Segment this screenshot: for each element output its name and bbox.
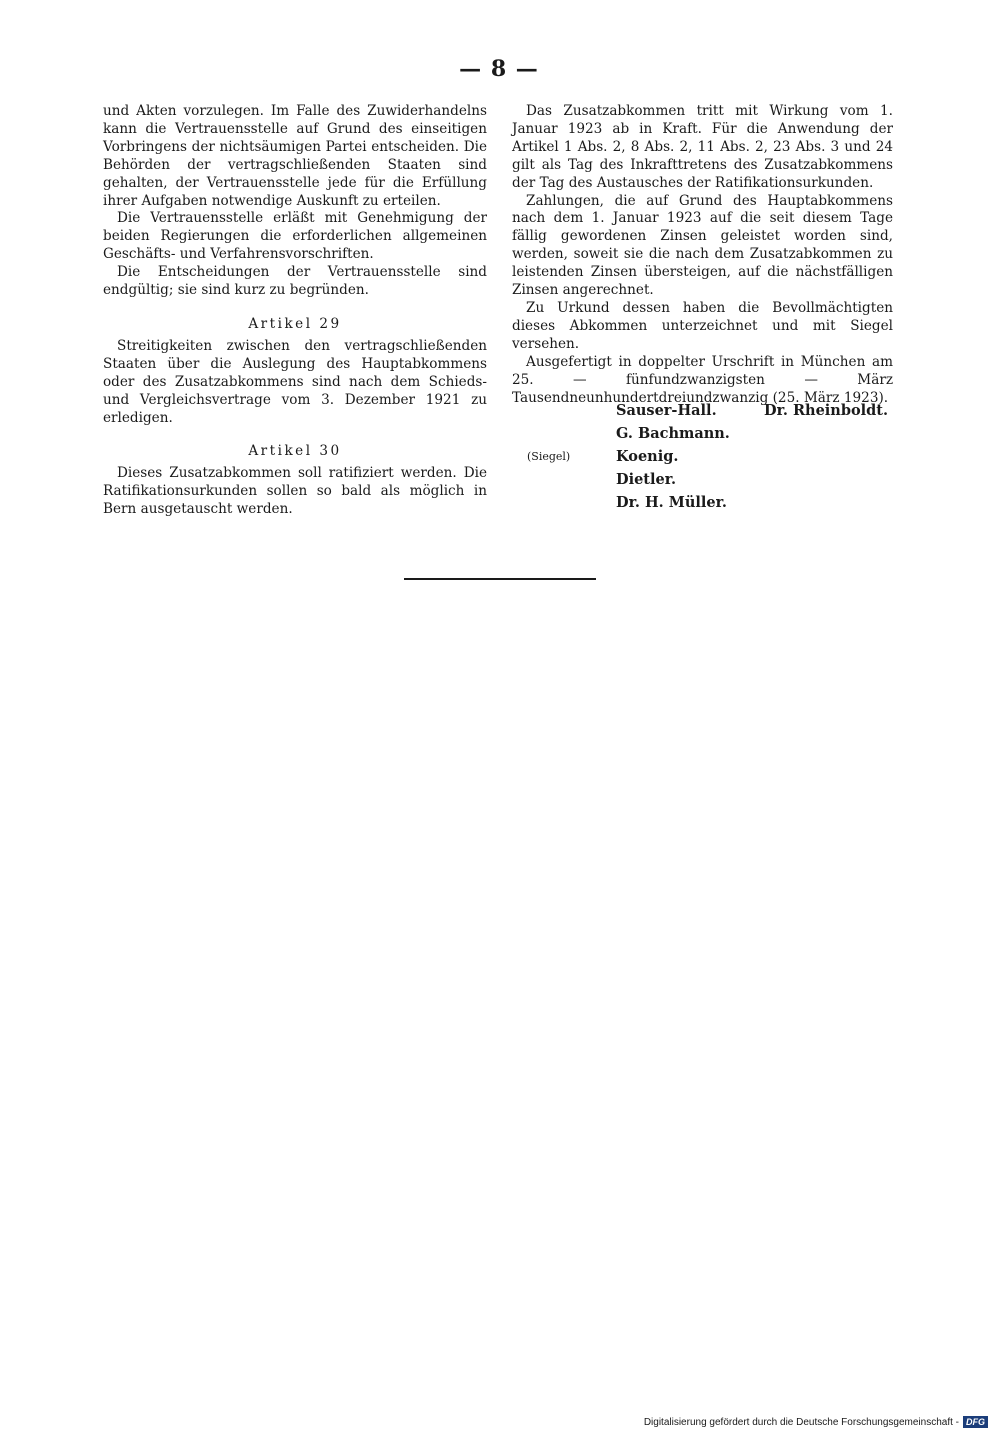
signature-swiss-4: Dietler. <box>616 471 677 488</box>
paragraph: Zu Urkund dessen haben die Bevollmächtigten dieses Abkommen unterzeichnet und mit Siegel versehen. <box>512 299 893 352</box>
article-30-text: Dieses Zusatzabkommen soll ratifiziert werden. Die Ratifikationsurkunden sollen so bald als möglich in Bern ausgetauscht werden. <box>103 465 487 518</box>
signature-swiss-2: G. Bachmann. <box>616 425 730 442</box>
paragraph: und Akten vorzulegen. Im Falle des Zuwiderhandelns kann die Vertrauensstelle auf Grund des einseitigen Vorbringens der nichtsäumigen Partei entscheiden. Die Behörden der vertragschließenden Staaten sind gehalten, der Vertrauensstelle jede für die Erfüllung ihrer Aufgaben notwendige Auskunft zu erteilen. <box>103 103 487 209</box>
signature-swiss-1: Sauser-Hall. <box>616 402 717 419</box>
paragraph: Das Zusatzabkommen tritt mit Wirkung vom 1. Januar 1923 ab in Kraft. Für die Anwendung der Artikel 1 Abs. 2, 8 Abs. 2, 11 Abs. 2, 23 Abs. 3 und 24 gilt als Tag des Inkrafttretens des Zusatzabkommens der Tag des Austausches der Ratifikationsurkunden. <box>512 103 893 191</box>
paragraph: Ausgefertigt in doppelter Urschrift in München am 25. — fünfundzwanzigsten — März Tausendneunhundertdreiundzwanzig (25. März 1923). <box>512 353 893 406</box>
dfg-logo: DFG <box>963 1416 988 1428</box>
right-column <box>512 103 893 407</box>
signature-block <box>527 402 907 514</box>
left-column <box>103 103 487 519</box>
signature-swiss-5: Dr. H. Müller. <box>616 494 727 511</box>
article-29-text: Streitigkeiten zwischen den vertragschließenden Staaten über die Auslegung des Hauptabkommens oder des Zusatzabkommens sind nach dem Schieds- und Vergleichsvertrage vom 3. Dezember 1921 zu erledigen. <box>103 337 487 426</box>
footer-credit: Digitalisierung gefördert durch die Deutsche Forschungsgemeinschaft - <box>643 1416 959 1428</box>
article-30-heading: Artikel 30 <box>248 443 342 460</box>
footer <box>644 1416 988 1428</box>
paragraph: Die Entscheidungen der Vertrauensstelle sind endgültig; sie sind kurz zu begründen. <box>103 264 487 299</box>
article-29-heading: Artikel 29 <box>248 315 342 332</box>
page-number: — 8 — <box>459 56 539 82</box>
paragraph: Die Vertrauensstelle erläßt mit Genehmigung der beiden Regierungen die erforderlichen allgemeinen Geschäfts- und Verfahrensvorschriften. <box>103 210 487 263</box>
signature-german-1: Dr. Rheinboldt. <box>764 402 889 419</box>
separator-rule <box>404 578 596 580</box>
paragraph: Zahlungen, die auf Grund des Hauptabkommens nach dem 1. Januar 1923 auf die seit diesem Tage fällig gewordenen Zinsen geleistet worden sind, werden, soweit sie die nach dem Zusatzabkommen zu leistenden Zinsen übersteigen, auf die nächstfälligen Zinsen angerechnet. <box>512 192 893 299</box>
seal-note: (Siegel) <box>527 450 571 463</box>
signature-swiss-3: Koenig. <box>616 448 679 465</box>
